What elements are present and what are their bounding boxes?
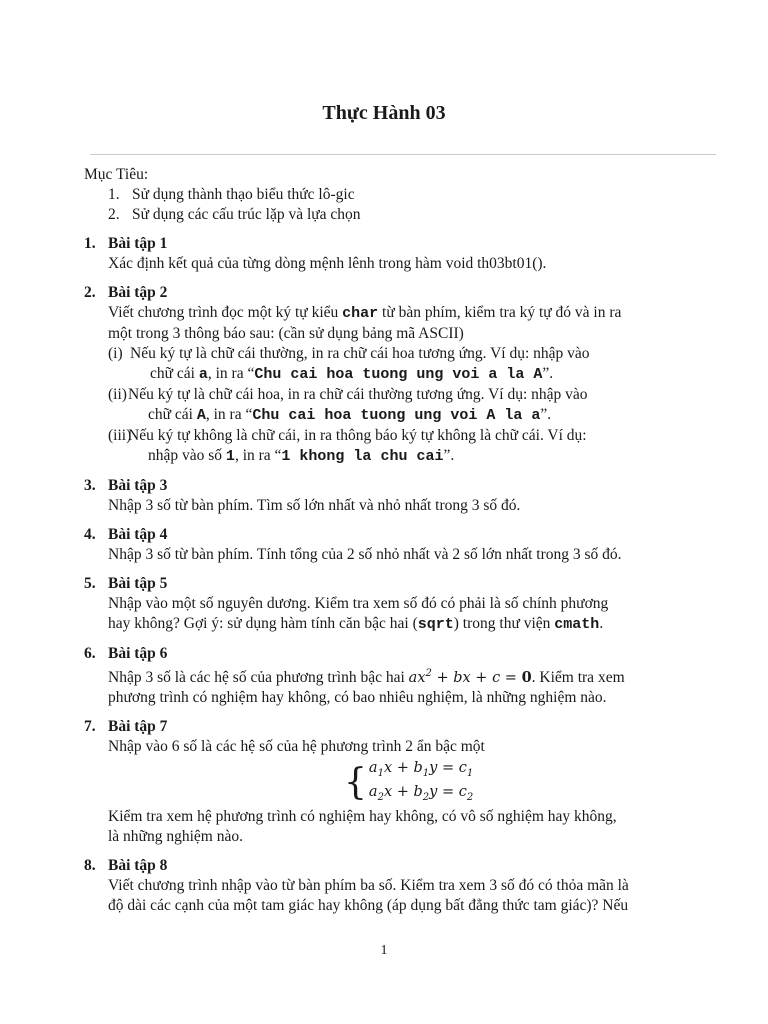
sub-item: (i) Nếu ký tự là chữ cái thường, in ra chữ cái hoa tương ứng. Ví dụ: nhập vào chữ cái a, in ra “Chu cai hoa tuong ung voi a la A”. <box>108 345 590 383</box>
exercise-text: Viết chương trình nhập vào từ bàn phím ba số. Kiểm tra xem 3 số đó có thỏa mãn là <box>108 876 629 894</box>
exercise-text: Nhập 3 số là các hệ số của phương trình bậc hai $ax^2$ + bx + c = 0. Kiểm tra xem <box>108 668 625 686</box>
exercise-heading: 1. Bài tập 1 <box>84 235 168 252</box>
exercise-8 <box>84 856 704 916</box>
exercise-heading: 2. Bài tập 2 <box>84 284 168 301</box>
exercise-4 <box>84 525 704 565</box>
code-output: 1 khong la chu cai <box>281 448 444 465</box>
horizontal-rule <box>90 154 716 155</box>
exercise-5 <box>84 574 704 635</box>
sub-item-marker: (ii) <box>108 386 127 403</box>
objective-item: 2. Sử dụng các cấu trúc lặp và lựa chọn <box>108 206 361 223</box>
exercise-2 <box>84 283 704 467</box>
objectives-heading: Mục Tiêu: <box>84 166 149 183</box>
exercise-text: Kiểm tra xem hệ phương trình có nghiệm hay không, có vô số nghiệm hay không, <box>108 807 617 825</box>
exercise-text: Xác định kết quả của từng dòng mệnh lênh trong hàm void th03bt01(). <box>108 255 547 272</box>
brace-icon: { <box>344 761 367 803</box>
exercise-text: là những nghiệm nào. <box>108 827 243 845</box>
exercise-7 <box>84 717 704 847</box>
document-body <box>84 165 704 916</box>
exercise-6 <box>84 644 704 708</box>
exercise-text: Nhập 3 số từ bàn phím. Tìm số lớn nhất và nhỏ nhất trong 3 số đó. <box>108 497 521 514</box>
page-title: Thực Hành 03 <box>322 102 446 124</box>
exercise-heading: 6. Bài tập 6 <box>84 645 168 662</box>
equation-system: { $a_1x + b_1y = c_1$ $a_2x + b_2y = c_2$ <box>344 759 474 803</box>
sub-item-marker: (i) <box>108 345 123 362</box>
exercise-3 <box>84 476 704 516</box>
sub-item: (iii) Nếu ký tự không là chữ cái, in ra thông báo ký tự không là chữ cái. Ví dụ: nhập vào số 1, in ra “1 khong la chu cai”. <box>108 427 587 465</box>
exercise-heading: 8. Bài tập 8 <box>84 856 168 874</box>
exercise-text: một trong 3 thông báo sau: (cần sử dụng bảng mã ASCII) <box>108 325 464 342</box>
code-output: Chu cai hoa tuong ung voi a la A <box>254 366 543 383</box>
page-number: 1 <box>380 943 388 958</box>
code-output: Chu cai hoa tuong ung voi A la a <box>252 407 541 424</box>
exercise-text: phương trình có nghiệm hay không, có bao nhiêu nghiệm, là những nghiệm nào. <box>108 688 607 706</box>
exercise-text: Nhập 3 số từ bàn phím. Tính tổng của 2 số nhỏ nhất và 2 số lớn nhất trong 3 số đó. <box>108 546 622 563</box>
quadratic-equation: $ax^2$ + bx + c = 0 <box>408 668 532 686</box>
exercise-text: hay không? Gợi ý: sử dụng hàm tính căn bậc hai (sqrt) trong thư viện cmath. <box>108 615 604 633</box>
code-keyword: char <box>342 305 379 322</box>
exercise-text: Nhập vào một số nguyên dương. Kiểm tra xem số đó có phải là số chính phương <box>108 595 609 612</box>
sub-item: (ii) Nếu ký tự là chữ cái hoa, in ra chữ cái thường tương ứng. Ví dụ: nhập vào chữ cái A, in ra “Chu cai hoa tuong ung voi A la a”. <box>108 386 588 424</box>
exercise-text: Nhập vào 6 số là các hệ số của hệ phương trình 2 ẩn bậc một <box>108 737 485 755</box>
exercise-heading: 7. Bài tập 7 <box>84 717 168 735</box>
objectives-list <box>84 185 704 225</box>
exercise-text: Viết chương trình đọc một ký tự kiểu char từ bàn phím, kiểm tra ký tự đó và in ra <box>108 304 622 322</box>
exercise-heading: 3. Bài tập 3 <box>84 477 168 494</box>
exercise-heading: 4. Bài tập 4 <box>84 526 168 543</box>
sub-item-marker: (iii) <box>108 427 132 444</box>
exercise-text: độ dài các cạnh của một tam giác hay không (áp dụng bất đẳng thức tam giác)? Nếu <box>108 896 629 914</box>
objective-item: 1. Sử dụng thành thạo biểu thức lô-gic <box>108 186 355 203</box>
exercise-heading: 5. Bài tập 5 <box>84 575 168 592</box>
exercise-1 <box>84 234 704 274</box>
